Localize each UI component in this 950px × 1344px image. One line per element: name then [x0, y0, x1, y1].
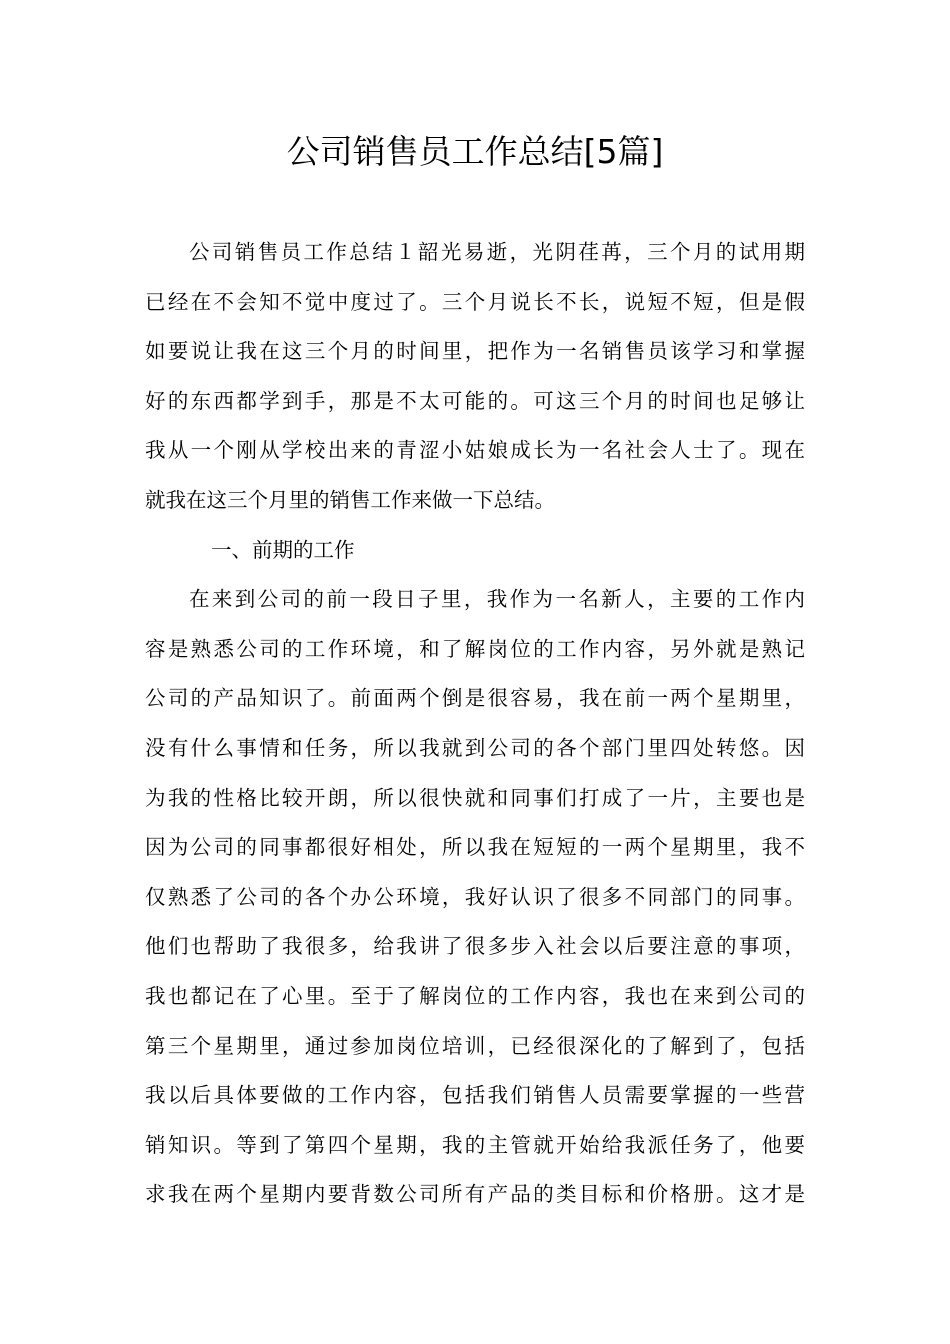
- document-body: [145, 228, 805, 1220]
- paragraph-line: 容是熟悉公司的工作环境，和了解岗位的工作内容，另外就是熟记: [145, 636, 805, 661]
- paragraph-line: 求我在两个星期内要背数公司所有产品的类目标和价格册。这才是: [145, 1182, 805, 1207]
- paragraph-line: 他们也帮助了我很多，给我讲了很多步入社会以后要注意的事项，: [145, 934, 805, 959]
- section-heading: 一、前期的工作: [211, 537, 355, 562]
- paragraph-line: 我也都记在了心里。至于了解岗位的工作内容，我也在来到公司的: [145, 983, 805, 1008]
- paragraph-line: 仅熟悉了公司的各个办公环境，我好认识了很多不同部门的同事。: [145, 884, 805, 909]
- paragraph-line: 没有什么事情和任务，所以我就到公司的各个部门里四处转悠。因: [145, 735, 805, 760]
- paragraph-line: 公司销售员工作总结１韶光易逝，光阴荏苒，三个月的试用期: [189, 240, 805, 264]
- paragraph-line: 因为公司的同事都很好相处，所以我在短短的一两个星期里，我不: [145, 835, 805, 860]
- paragraph-line: 我从一个刚从学校出来的青涩小姑娘成长为一名社会人士了。现在: [145, 438, 805, 463]
- paragraph-line: 在来到公司的前一段日子里，我作为一名新人，主要的工作内: [189, 587, 805, 612]
- paragraph-line: 公司的产品知识了。前面两个倒是很容易，我在前一两个星期里，: [145, 686, 805, 711]
- paragraph-line: 第三个星期里，通过参加岗位培训，已经很深化的了解到了，包括: [145, 1033, 805, 1058]
- paragraph-line: 已经在不会知不觉中度过了。三个月说长不长，说短不短，但是假: [145, 289, 805, 314]
- paragraph-line: 为我的性格比较开朗，所以很快就和同事们打成了一片，主要也是: [145, 785, 805, 810]
- paragraph-line: 销知识。等到了第四个星期，我的主管就开始给我派任务了，他要: [145, 1132, 805, 1157]
- paragraph-line: 就我在这三个月里的销售工作来做一下总结。: [145, 487, 555, 512]
- document-title: 公司销售员工作总结[5篇]: [286, 132, 664, 171]
- paragraph-line: 我以后具体要做的工作内容，包括我们销售人员需要掌握的一些营: [145, 1083, 805, 1108]
- paragraph-line: 好的东西都学到手，那是不太可能的。可这三个月的时间也足够让: [145, 388, 805, 413]
- paragraph-line: 如要说让我在这三个月的时间里，把作为一名销售员该学习和掌握: [145, 339, 805, 364]
